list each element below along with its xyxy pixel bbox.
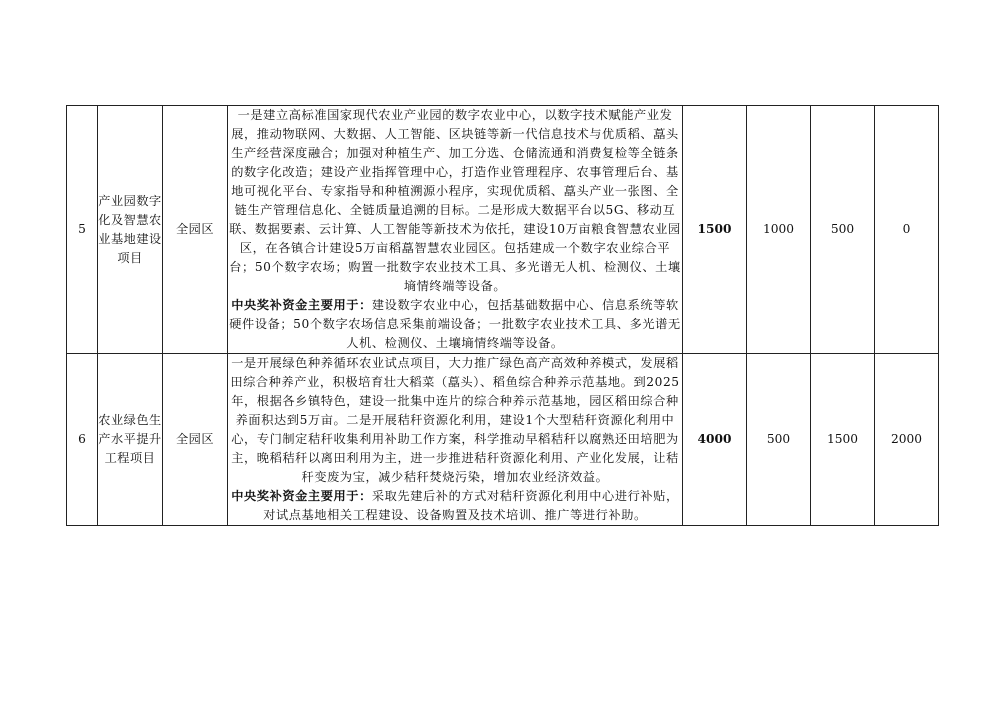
project-budget-table [66, 105, 939, 526]
subsidy-paragraph [228, 487, 682, 525]
project-content [228, 106, 683, 354]
subsidy-paragraph [228, 296, 682, 353]
investment-col-2: 500 [811, 106, 875, 354]
content-text: 一是建立高标准国家现代农业产业园的数字农业中心，以数字技术赋能产业发展，推动物联网、大数据、人工智能、区块链等新一代信息技术与优质稻、藠头生产经营深度融合；加强对种植生产、加工分选、仓储流通和消费复检等全链条的数字化改造；建设产业指挥管理中心，打造作业管理程序、农事管理后台、基地可视化平台、专家指导和种植溯源小程序，实现优质稻、藠头产业一张图、全链生产管理信息化、全链质量追溯的目标。二是形成大数据平台以5G、移动互联、数据要素、云计算、人工智能等新技术为依托，建设10万亩粮食智慧农业园区，在各镇合计建设5万亩稻藠智慧农业园区。包括建成一个数字农业综合平台；50个数字农场；购置一批数字农业技术工具、多光谱无人机、检测仪、土壤墒情终端等设备。 [229, 108, 681, 293]
investment-col-3: 2000 [875, 354, 939, 526]
subsidy-text: 建设数字农业中心，包括基础数据中心、信息系统等软硬件设备；50个数字农场信息采集前端设备；一批数字农业技术工具、多光谱无人机、检测仪、土壤墒情终端等设备。 [229, 298, 681, 350]
subsidy-label: 中央奖补资金主要用于： [231, 489, 372, 503]
project-content [228, 354, 683, 526]
content-text: 一是开展绿色种养循环农业试点项目，大力推广绿色高产高效种养模式，发展稻田综合种养产业，积极培育壮大稻菜（藠头）、稻鱼综合种养示范基地。到2025年，根据各乡镇特色，建设一批集中连片的综合种养示范基地，园区稻田综合种养面积达到5万亩。二是开展秸秆资源化利用，建设1个大型秸秆资源化利用中心，专门制定秸秆收集利用补助工作方案，科学推动早稻秸秆以腐熟还田培肥为主，晚稻秸秆以离田利用为主，进一步推进秸秆资源化利用、产业化发展，让秸秆变废为宝，减少秸秆焚烧污染，增加农业经济效益。 [230, 356, 680, 484]
row-number: 6 [67, 354, 98, 526]
investment-col-2: 1500 [811, 354, 875, 526]
project-scope: 全园区 [163, 106, 228, 354]
row-number: 5 [67, 106, 98, 354]
investment-col-1: 500 [747, 354, 811, 526]
table-row [67, 354, 939, 526]
project-name: 产业园数字化及智慧农业基地建设项目 [98, 106, 163, 354]
investment-col-3: 0 [875, 106, 939, 354]
project-name: 农业绿色生产水平提升工程项目 [98, 354, 163, 526]
total-investment: 1500 [683, 106, 747, 354]
total-investment: 4000 [683, 354, 747, 526]
subsidy-label: 中央奖补资金主要用于： [231, 298, 372, 312]
subsidy-text: 采取先建后补的方式对秸秆资源化利用中心进行补贴，对试点基地相关工程建设、设备购置及技术培训、推广等进行补助。 [263, 489, 679, 522]
table-row [67, 106, 939, 354]
investment-col-1: 1000 [747, 106, 811, 354]
project-scope: 全园区 [163, 354, 228, 526]
